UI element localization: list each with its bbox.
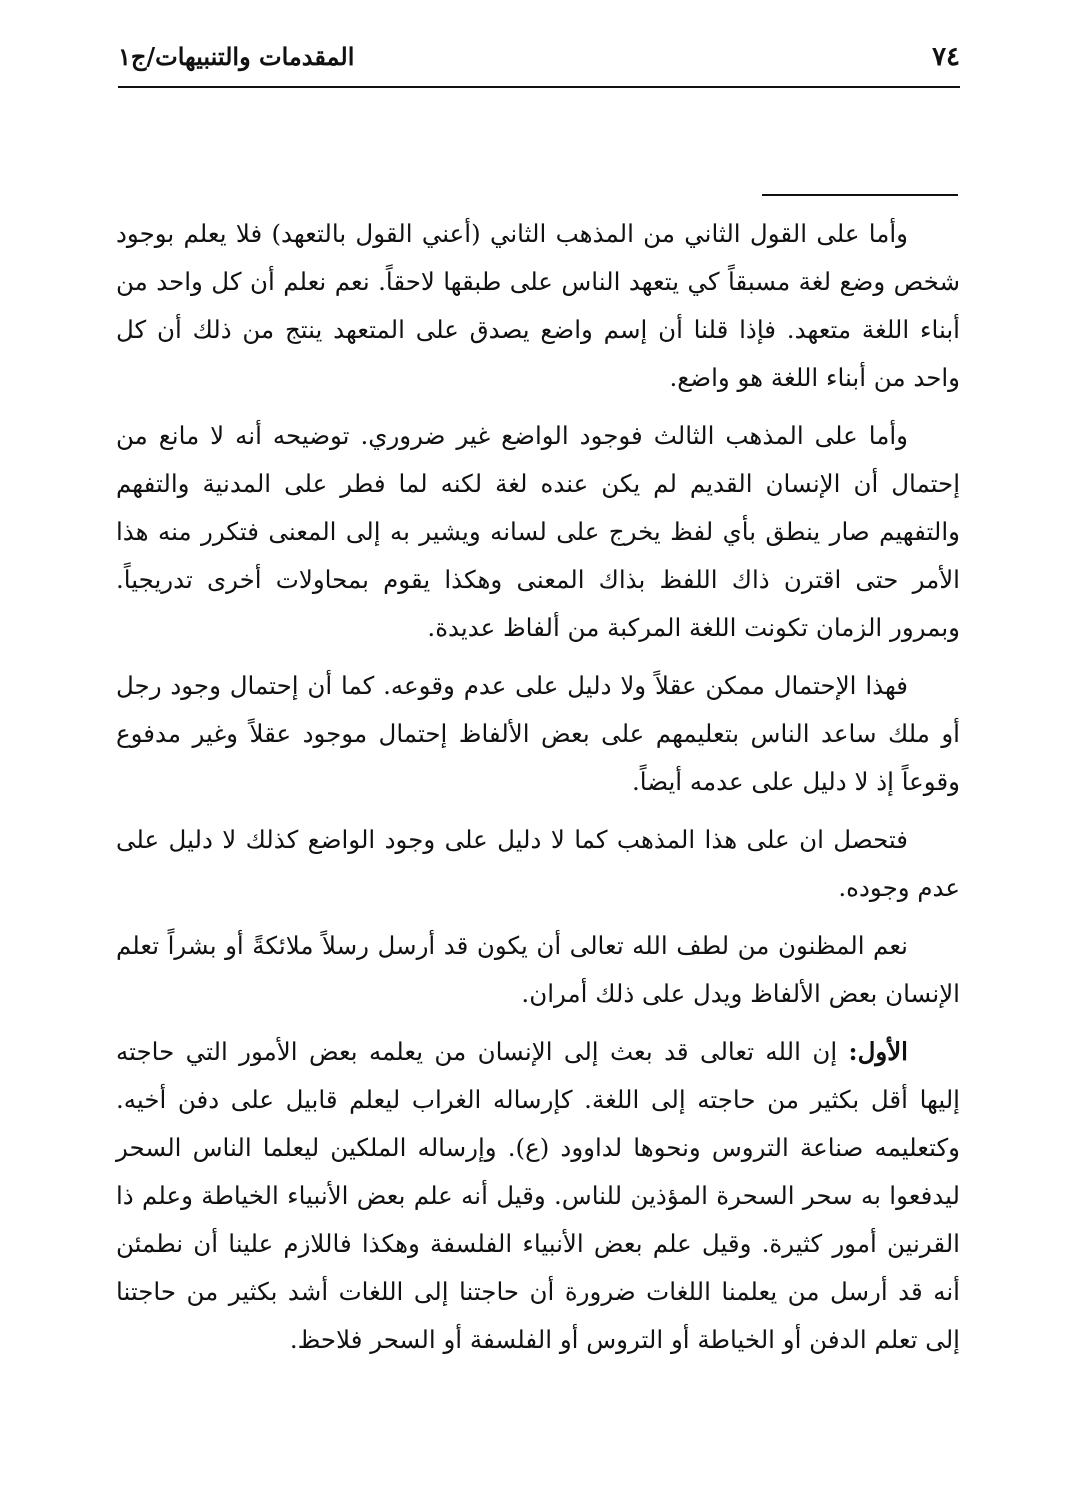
paragraph: وأما على المذهب الثالث فوجود الواضع غير ضروري. توضيحه أنه لا مانع من إحتمال أن الإنسان القديم لم يكن عنده لغة لكنه لما فطر على المدنية والتفهم والتفهيم صار ينطق بأي لفظ يخرج على لسانه ويشير به إلى المعنى فتكرر منه هذا الأمر حتى اقترن ذاك اللفظ بذاك المعنى وهكذا يقوم بمحاولات أخرى تدريجياً. وبمرور الزمان تكونت اللغة المركبة من ألفاظ عديدة. (116, 421, 960, 642)
running-title: المقدمات والتنبيهات/ج١ (118, 42, 355, 71)
paragraph-text: إن الله تعالى قد بعث إلى الإنسان من يعلمه بعض الأمور التي حاجته إليها أقل بكثير من حاجته إلى اللغة. كإرساله الغراب ليعلم قابيل على دفن أخيه. وكتعليمه صناعة التروس ونحوها لداوود (ع). وإرساله الملكين ليعلما الناس السحر ليدفعوا به سحر السحرة المؤذين للناس. وقيل أنه علم بعض الأنبياء الخياطة وعلم ذا القرنين أمور كثيرة. وقيل علم بعض الأنبياء الفلسفة وهكذا فاللازم علينا أن نطمئن أنه قد أرسل من يعلمنا اللغات ضرورة أن حاجتنا إلى اللغات أشد بكثير من حاجتنا إلى تعلم الدفن أو الخياطة أو التروس أو الفلسفة أو السحر فلاحظ. (116, 1037, 960, 1354)
footnote-separator (762, 194, 958, 196)
paragraph-first-reason (116, 1028, 960, 1364)
paragraph: فهذا الإحتمال ممكن عقلاً ولا دليل على عدم وقوعه. كما أن إحتمال وجود رجل أو ملك ساعد الناس بتعليمهم على بعض الألفاظ إحتمال موجود عقلاً وغير مدفوع وقوعاً إذ لا دليل على عدمه أيضاً. (116, 671, 960, 796)
page-number: ٧٤ (932, 42, 960, 72)
paragraph: فتحصل ان على هذا المذهب كما لا دليل على وجود الواضع كذلك لا دليل على عدم وجوده. (116, 825, 960, 902)
paragraph: نعم المظنون من لطف الله تعالى أن يكون قد أرسل رسلاً ملائكةً أو بشراً تعلم الإنسان بعض الألفاظ ويدل على ذلك أمران. (116, 931, 960, 1008)
paragraph: وأما على القول الثاني من المذهب الثاني (أعني القول بالتعهد) فلا يعلم بوجود شخص وضع لغة مسبقاً كي يتعهد الناس على طبقها لاحقاً. نعم نعلم أن كل واحد من أبناء اللغة متعهد. فإذا قلنا أن إسم واضع يصدق على المتعهد ينتج من ذلك أن كل واحد من أبناء اللغة هو واضع. (116, 219, 960, 392)
lead-term: الأول: (848, 1037, 908, 1066)
page-body (116, 210, 960, 1374)
page-header (118, 40, 960, 86)
header-rule (118, 86, 960, 88)
